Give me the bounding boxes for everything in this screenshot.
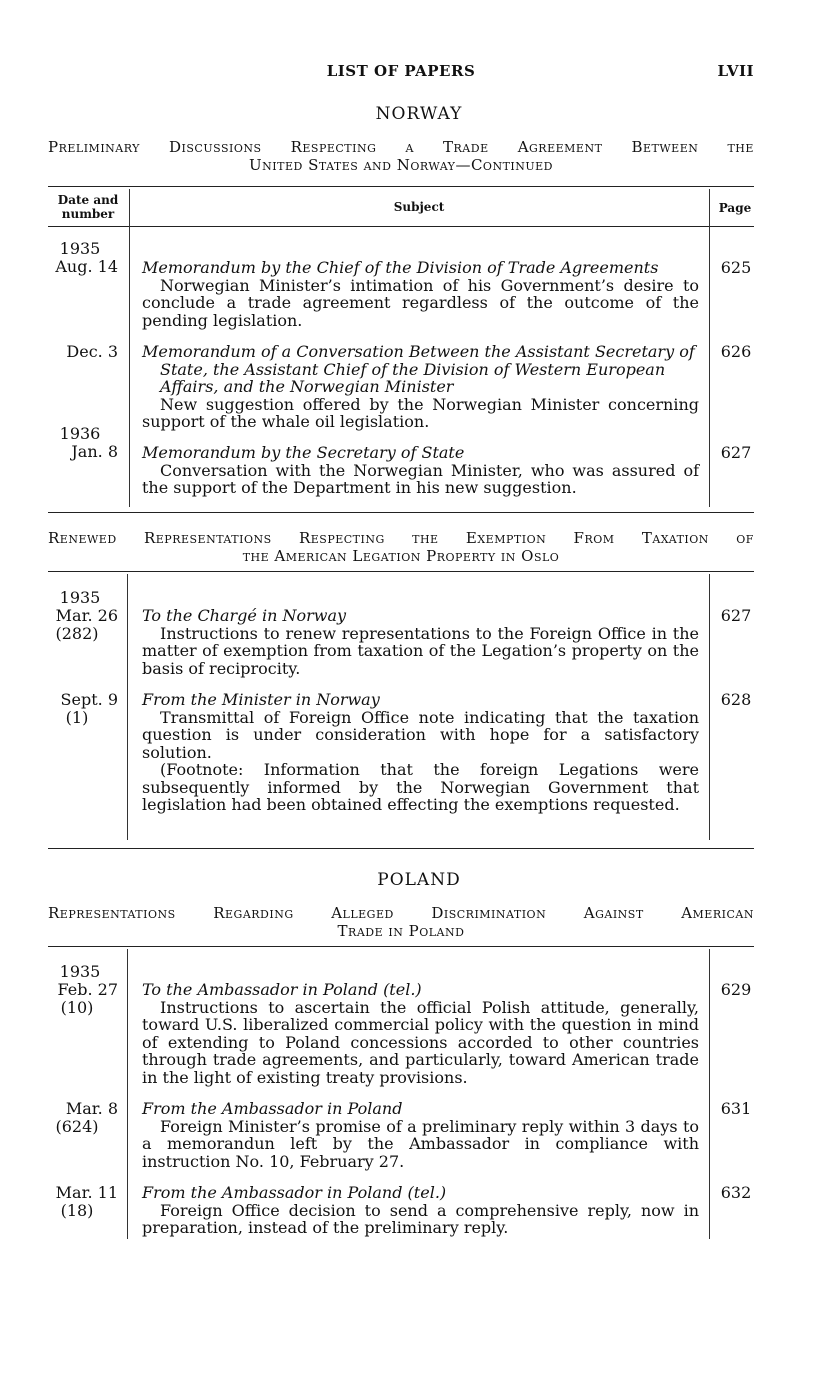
heading-word: American [681,904,754,922]
heading-word: Regarding [213,904,294,922]
entry-description: Norwegian Minister’s intimation of his Government’s desire to conclude a trade agreement regardless of the outcome of the pending legislation. [142,275,699,330]
running-title: LIST OF PAPERS [326,62,476,80]
entry-title: Memorandum by the Chief of the Division of Trade Agreements [142,258,659,277]
country-heading-poland: POLAND [377,870,461,890]
entry-day: Mar. 8 [65,1099,118,1118]
section-end-rule [48,512,754,513]
country-heading-norway: NORWAY [375,104,463,124]
entry-number: (18) [60,1201,94,1220]
entry-page: 627 [720,443,752,462]
entry-date [36,1184,118,1202]
entry-title: From the Ambassador in Poland (tel.) [142,1183,447,1202]
table-header-rule [48,226,754,227]
entry-subject [142,1100,699,1170]
entry-day: Aug. 14 [55,257,118,276]
heading-word: Representations [48,904,176,922]
entry-subject [142,1184,699,1237]
entry-date [36,425,118,461]
running-head [48,62,754,82]
entry-description: Foreign Office decision to send a comprehensive reply, now in preparation, instead of the preliminary reply. [142,1200,699,1237]
table-top-rule [48,571,754,572]
heading-word: Agreement [517,138,603,156]
entry-description: New suggestion offered by the Norwegian Minister concerning support of the whale oil legislation. [142,394,699,431]
entry-day: Jan. 8 [71,442,118,461]
heading-word: the [412,529,439,547]
entry-subject [142,607,699,677]
column-header-date: Date and number [57,193,119,221]
heading-word: a [405,138,414,156]
heading-word: Trade [443,138,489,156]
page-number: LVII [717,62,754,80]
section-end-rule [48,848,754,849]
section-heading-discrimination [48,904,754,940]
heading-word: Respecting [298,529,385,547]
column-divider [127,949,128,1239]
entry-number: (1) [65,708,89,727]
entry-day: Dec. 3 [66,342,118,361]
heading-word: Discussions [169,138,262,156]
entry-day: Mar. 11 [55,1183,118,1202]
entry-title: From the Ambassador in Poland [142,1099,403,1118]
entry-date [36,963,118,999]
entry-title: From the Minister in Norway [142,690,380,709]
column-divider [709,949,710,1239]
entry-subject [142,691,699,814]
heading-line-2: Trade in Poland [337,922,465,940]
entry-number: (10) [60,998,94,1017]
entry-title: To the Chargé in Norway [142,606,347,625]
entry-description: Foreign Minister’s promise of a preliminary reply within 3 days to a memorandun left by the Ambassador in compliance with instruction No. 10, February 27. [142,1116,699,1171]
entry-page: 629 [720,980,752,999]
entry-year: 1936 [59,424,101,443]
entry-description: Transmittal of Foreign Office note indicating that the taxation question is under consideration with hope for a satisfactory solution. [142,707,699,762]
entry-date [36,589,118,625]
heading-word: Representations [143,529,272,547]
entry-page: 625 [720,258,752,277]
entry-year: 1935 [59,588,101,607]
entry-title: Memorandum of a Conversation Between the Assistant Secretary of State, the Assistant Chief of the Division of Western European Affairs, and the Norwegian Minister [142,342,695,396]
heading-line-2: the American Legation Property in Oslo [242,547,560,565]
column-divider [127,574,128,840]
entry-number: (624) [55,1117,99,1136]
entry-description: Instructions to renew representations to the Foreign Office in the matter of exemption from taxation of the Legation’s property on the basis of reciprocity. [142,623,699,678]
entry-day: Mar. 26 [55,606,118,625]
entry-title: To the Ambassador in Poland (tel.) [142,980,422,999]
entry-date [36,343,118,361]
column-header-page: Page [718,201,752,215]
heading-word: Alleged [331,904,394,922]
entry-year: 1935 [59,239,101,258]
heading-word: Against [583,904,644,922]
column-divider [709,574,710,840]
entry-day: Feb. 27 [57,980,118,999]
section-heading-trade-agreement [48,138,754,174]
entry-page: 626 [720,342,752,361]
entry-subject [142,981,699,1086]
entry-page: 627 [720,606,752,625]
heading-word: Renewed [48,529,117,547]
entry-subject [142,444,699,497]
entry-date [36,240,118,276]
heading-word: Respecting [290,138,377,156]
entry-title: Memorandum by the Secretary of State [142,443,465,462]
heading-word: Exemption [465,529,547,547]
column-divider [709,189,710,507]
entry-number: (282) [55,624,99,643]
entry-description: Conversation with the Norwegian Minister, who was assured of the support of the Department in his new suggestion. [142,460,699,497]
entry-page: 632 [720,1183,752,1202]
section-heading-taxation [48,529,754,565]
heading-line-2: United States and Norway—Continued [249,156,553,174]
entry-day: Sept. 9 [60,690,118,709]
entry-footnote: (Footnote: Information that the foreign Legations were subsequently informed by the Norwegian Government that legislation had been obtained effecting the exemptions requested. [142,760,699,814]
heading-word: Discrimination [431,904,547,922]
column-header-subject: Subject [393,200,445,214]
heading-word: Preliminary [48,138,140,156]
table-top-rule [48,946,754,947]
heading-word: the [727,138,754,156]
entry-description: Instructions to ascertain the official Polish attitude, generally, toward U.S. liberalized commercial policy with the question in mind of extending to Poland concessions accorded to other countries through trade agreements, and particularly, toward American trade in the light of existing treaty provisions. [142,997,699,1087]
entry-subject [142,343,699,431]
entry-date [36,691,118,709]
heading-word: From [573,529,615,547]
heading-word: of [736,529,754,547]
entry-year: 1935 [59,962,101,981]
heading-word: Between [631,138,699,156]
column-divider [129,189,130,507]
entry-page: 631 [720,1099,752,1118]
table-top-rule [48,186,754,187]
entry-page: 628 [720,690,752,709]
entry-subject [142,259,699,329]
entry-date [36,1100,118,1118]
heading-word: Taxation [641,529,709,547]
